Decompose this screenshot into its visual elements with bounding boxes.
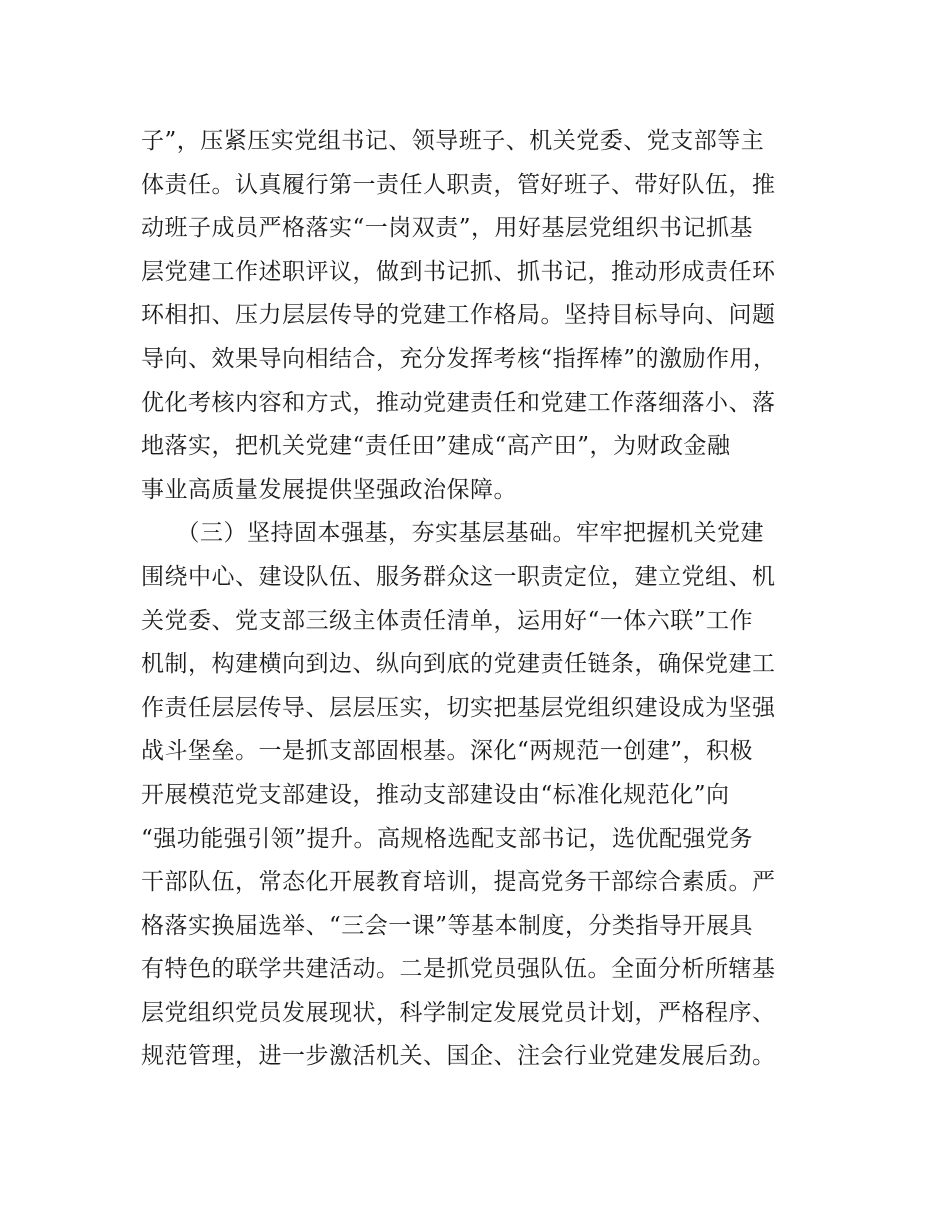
text-line: 子”，压紧压实党组书记、领导班子、机关党委、党支部等主 [141, 128, 765, 154]
text-line: 有特色的联学共建活动。二是抓党员强队伍。全面分析所辖基 [141, 956, 776, 983]
text-line: 层党建工作述职评议，做到书记抓、抓书记，推动形成责任环 [141, 258, 776, 285]
text-line: 围绕中心、建设队伍、服务群众这一职责定位，建立党组、机 [141, 563, 776, 590]
text-line: 机制，构建横向到边、纵向到底的党建责任链条，确保党建工 [141, 651, 776, 678]
text-line: 体责任。认真履行第一责任人职责，管好班子、带好队伍，推 [141, 171, 776, 198]
text-line: 动班子成员严格落实“一岗双责”，用好基层党组织书记抓基 [141, 215, 754, 242]
text-line: 开展模范党支部建设，推动支部建设由“标准化规范化”向 [141, 781, 730, 808]
text-line: 层党组织党员发展现状，科学制定发展党员计划，严格程序、 [141, 999, 776, 1026]
text-line: 地落实，把机关党建“责任田”建成“高产田”，为财政金融 [141, 433, 731, 460]
text-line: “强功能强引领”提升。高规格选配支部书记，选优配强党务 [141, 825, 754, 852]
text-line: 优化考核内容和方式，推动党建责任和党建工作落细落小、落 [141, 389, 776, 416]
text-line: 导向、效果导向相结合，充分发挥考核“指挥棒”的激励作用， [141, 345, 777, 372]
section-heading-line: （三）坚持固本强基，夯实基层基础。牢牢把握机关党建 [141, 520, 764, 547]
text-line: 干部队伍，常态化开展教育培训，提高党务干部综合素质。严 [141, 869, 776, 896]
text-line: 作责任层层传导、层层压实，切实把基层党组织建设成为坚强 [141, 694, 776, 721]
document-body [141, 120, 815, 1079]
text-line: 规范管理，进一步激活机关、国企、注会行业党建发展后劲。 [141, 1043, 776, 1070]
text-line: 关党委、党支部三级主体责任清单，运用好“一体六联”工作 [141, 607, 754, 634]
text-line: 环相扣、压力层层传导的党建工作格局。坚持目标导向、问题 [141, 302, 776, 329]
text-line: 事业高质量发展提供坚强政治保障。 [141, 476, 517, 503]
text-line: 战斗堡垒。一是抓支部固根基。深化“两规范一创建”，积极 [141, 738, 754, 765]
text-line: 格落实换届选举、“三会一课”等基本制度，分类指导开展具 [141, 912, 754, 939]
paragraph-party-responsibility [141, 120, 815, 512]
paragraph-section-three [141, 512, 815, 1079]
